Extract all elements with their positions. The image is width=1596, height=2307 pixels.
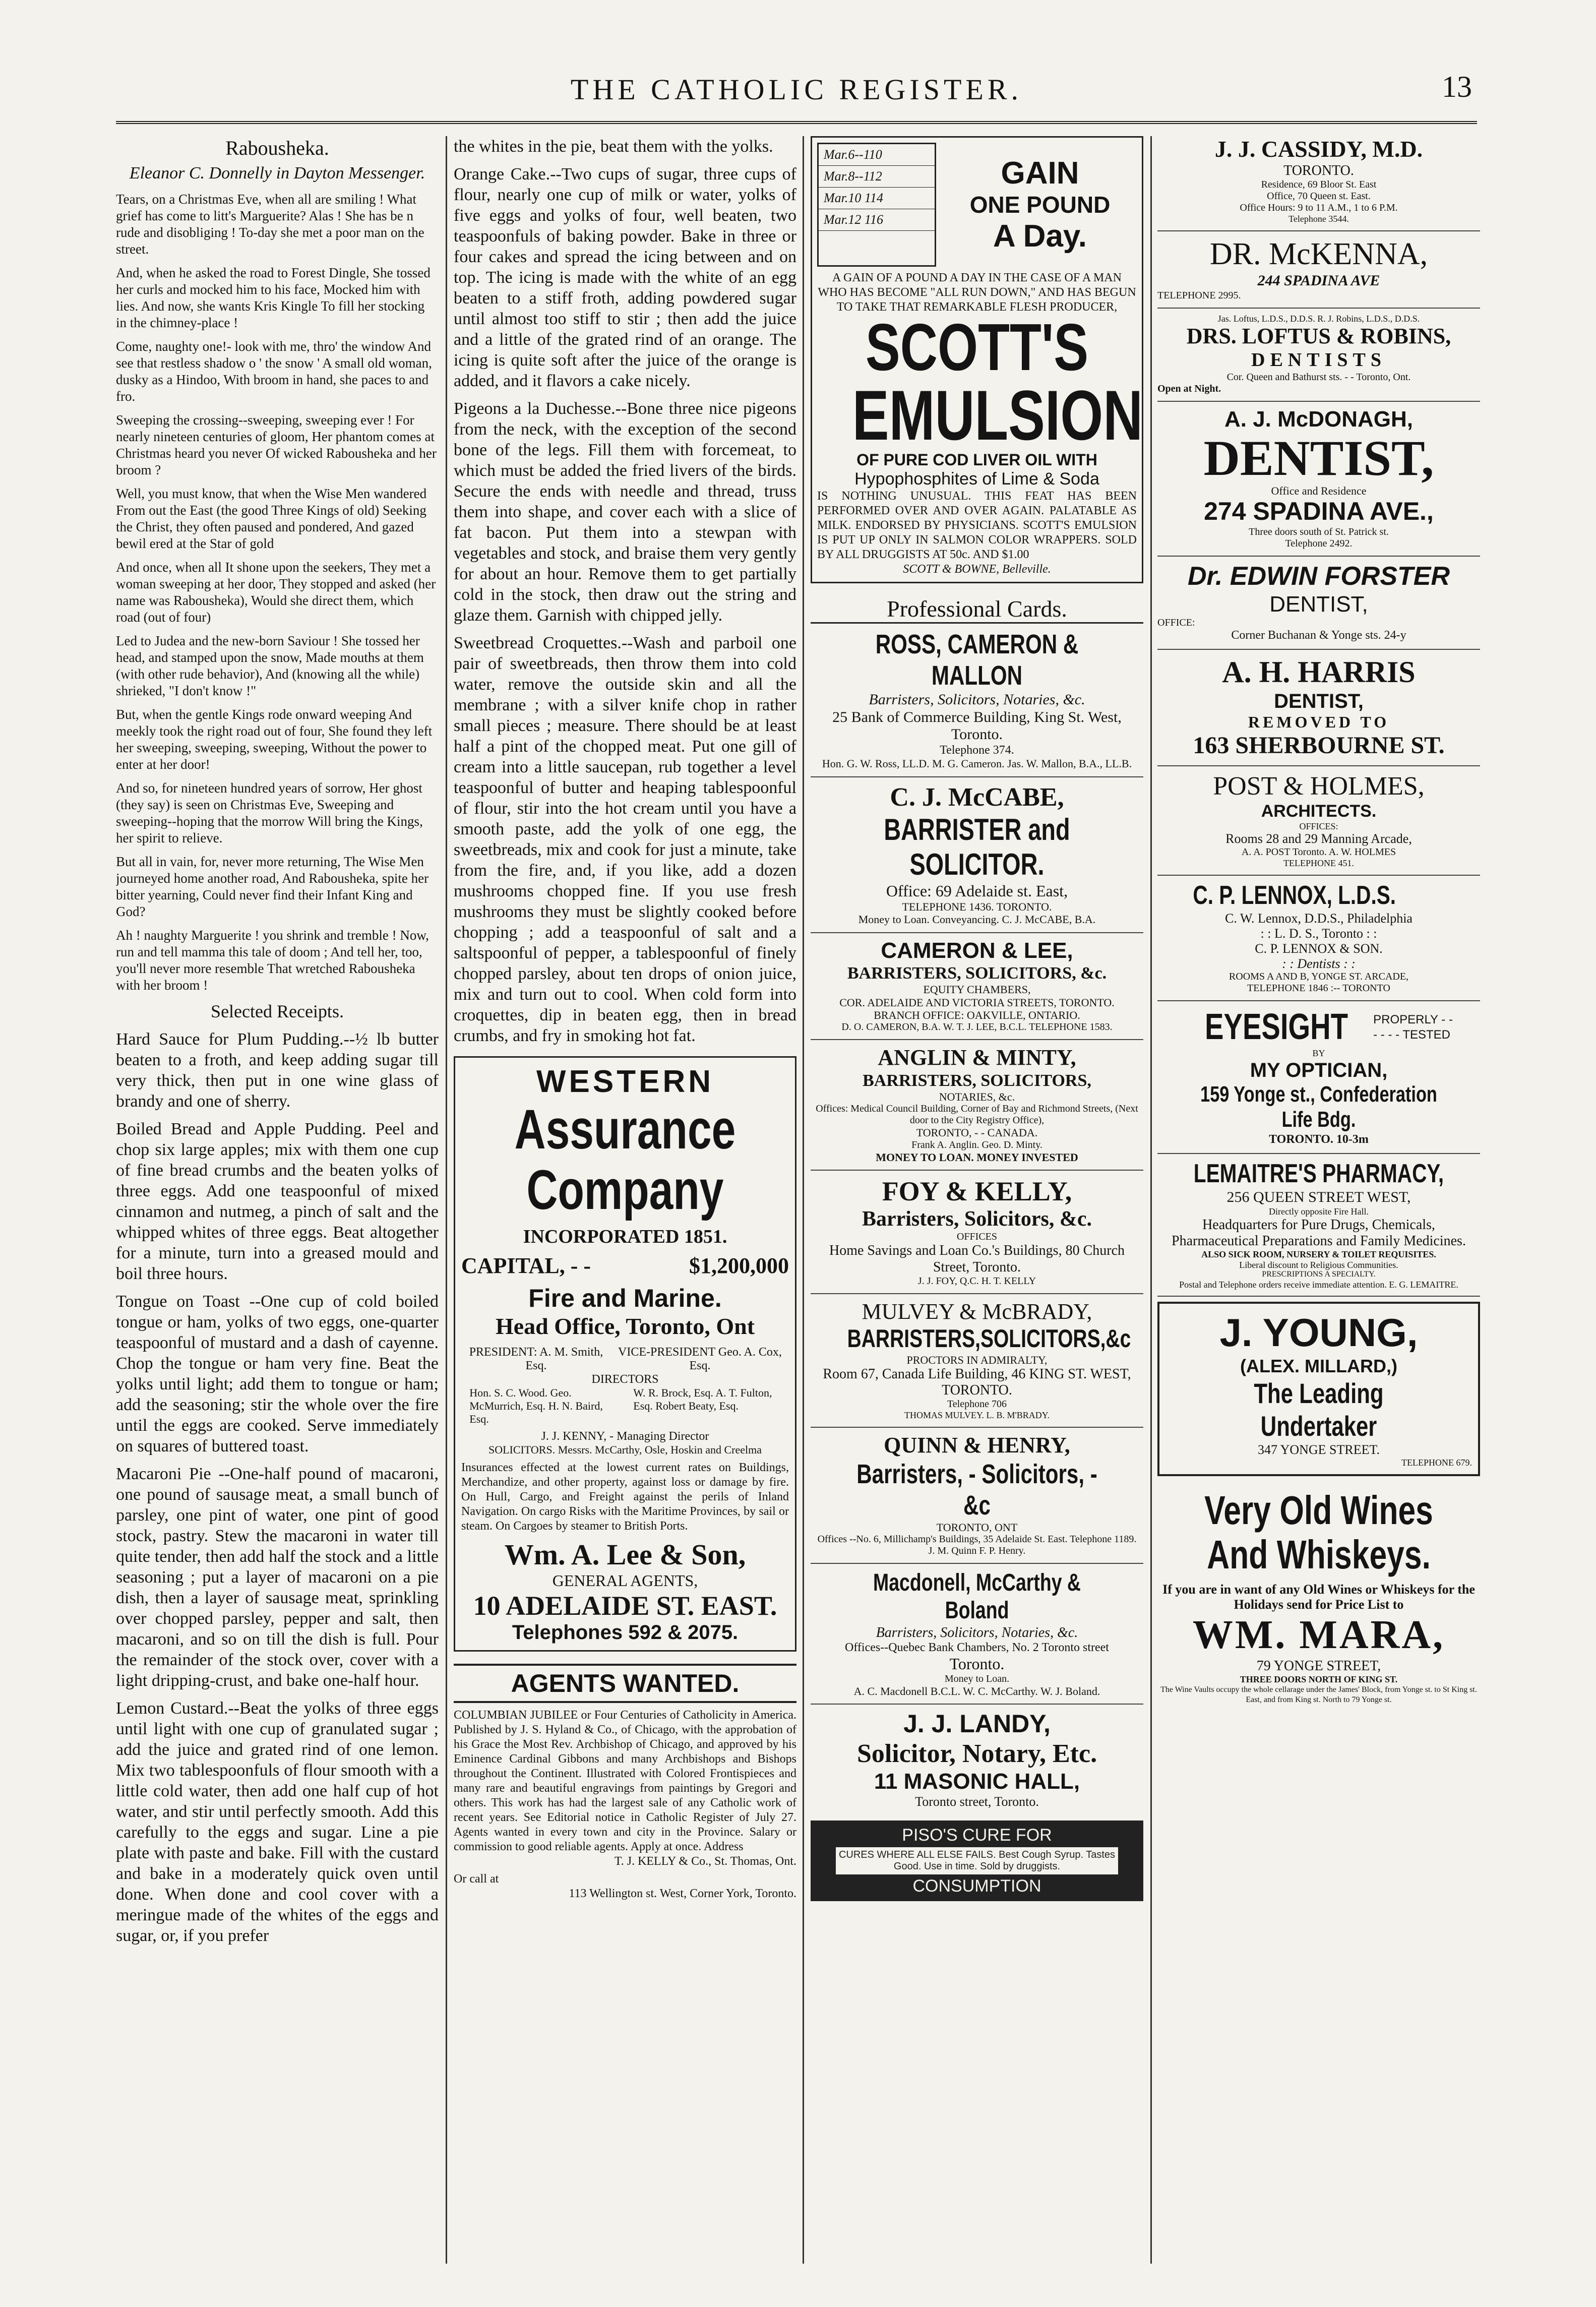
card-lemaitre xyxy=(1157,1159,1480,1297)
card-tel: D. O. CAMERON, B.A. W. T. J. LEE, B.C.L. TELEPHONE 1583. xyxy=(841,1021,1113,1033)
ad-address: 10 ADELAIDE ST. EAST. xyxy=(473,1591,777,1621)
card-tel: TELEPHONE 451. xyxy=(1283,858,1354,869)
agents-sign: T. J. KELLY & Co., St. Thomas, Ont. xyxy=(614,1855,796,1868)
western-assurance-ad xyxy=(454,1056,796,1652)
poem-stanza: And once, when all It shone upon the seekers, They met a woman sweeping at her door, They stopped and asked (her name was Rabousheka), Would she direct them, which road (out of four) xyxy=(116,560,436,625)
card-line: ROOMS A AND B, YONGE ST. ARCADE, xyxy=(1229,971,1409,983)
poem-stanza: Ah ! naughty Marguerite ! you shrink and tremble ! Now, run and tell mamma this tale of doom ; And tell her, too, you'll never more resemble That wretched Rabousheka with her broom ! xyxy=(116,928,429,993)
professional-cards-header: Professional Cards. xyxy=(811,595,1143,624)
card-desc: BARRISTERS,SOLICITORS,&c xyxy=(847,1324,1131,1353)
eyesight-row xyxy=(1157,1006,1480,1048)
gain-word: GAIN xyxy=(1001,156,1079,191)
receipt-paragraph: the whites in the pie, beat them with the yolks. xyxy=(454,137,773,156)
card-desc: BARRISTERS, SOLICITORS, xyxy=(863,1071,1091,1090)
receipt-paragraph: Pigeons a la Duchesse.--Bone three nice pigeons from the neck, with the exception of the second bone of the legs. Fill them with forcemeat, to which must be added the fried livers of the birds. Secure the ends with needle and thread, truss them into shape, and cover each with a slice of fat bacon. Put them into a stewpan with vegetables and stock, and braise them very gently for about an hour. Remove them to get partially cold in the stock, then draw out the string and glaze them. Garnish with chipped jelly. xyxy=(454,399,796,625)
scale-row: Mar.6--110 xyxy=(819,144,935,166)
card-cameron xyxy=(811,938,1143,1041)
wines-line1: Very Old Wines xyxy=(1204,1488,1433,1533)
card-post xyxy=(1157,771,1480,876)
card-name: MULVEY & McBRADY, xyxy=(862,1299,1092,1324)
ad-agents-label: GENERAL AGENTS, xyxy=(552,1571,698,1590)
card-architects: ARCHITECTS. xyxy=(1261,801,1377,821)
card-address: Home Savings and Loan Co.'s Buildings, 80 Church Street, Toronto. xyxy=(829,1243,1125,1275)
ad-officers xyxy=(461,1346,789,1373)
weight-scale-graphic xyxy=(817,143,936,267)
card-tel: Telephone 3544. xyxy=(1288,214,1349,224)
card-alex: (ALEX. MILLARD,) xyxy=(1240,1356,1397,1377)
card-liberal: Liberal discount to Religious Communities. xyxy=(1239,1259,1398,1270)
card-name: QUINN & HENRY, xyxy=(884,1433,1070,1458)
column-2 xyxy=(454,136,796,2274)
card-money: Money to Loan. Conveyancing. C. J. McCABE, B.A. xyxy=(858,913,1096,926)
column-1 xyxy=(116,136,439,2274)
column-3 xyxy=(811,136,1143,2274)
card-desc: Barristers, - Solicitors, - &c xyxy=(856,1459,1097,1521)
card-office-label: OFFICE: xyxy=(1157,617,1195,629)
card-name: Dr. EDWIN FORSTER xyxy=(1187,561,1450,591)
card-dentist: DENTIST, xyxy=(1269,591,1368,617)
card-office: Office: 69 Adelaide st. East, xyxy=(886,882,1068,900)
card-chambers: EQUITY CHAMBERS, xyxy=(923,983,1031,996)
poem-stanza: Tears, on a Christmas Eve, when all are smiling ! What grief has come to litt's Marguerite? Alas ! She has be n rude and disobliging ! To-day she met a poor man on the street. xyxy=(116,192,424,257)
card-eyesight xyxy=(1157,1006,1480,1154)
card-location: A. A. POST Toronto. A. W. HOLMES xyxy=(1241,846,1396,858)
ad-capital xyxy=(461,1253,789,1279)
card-names: Hon. G. W. Ross, LL.D. M. G. Cameron. Jas. W. Mallon, B.A., LL.B. xyxy=(822,757,1132,770)
card-anglin xyxy=(811,1045,1143,1171)
card-postal: Postal and Telephone orders receive immediate attention. E. G. LEMAITRE. xyxy=(1179,1279,1458,1290)
card-name: CAMERON & LEE, xyxy=(881,938,1073,963)
scale-row: Mar.10 114 xyxy=(819,188,935,209)
agents-body: COLUMBIAN JUBILEE or Four Centuries of Catholicity in America. Published by J. S. Hyland & Co., of Chicago, with the approbation of his Grace the Most Rev. Archbishop of Chicago, and approved by his Eminence Cardinal Gibbons and many Archbishops and Bishops throughout the Continent. Illustrated with Colored Frontispieces and many rare and beautiful engravings from paintings by Gregori and others. This work has had the largest sale of any Catholic work of recent years. See Editorial notice in Catholic Register of July 27. Agents wanted in every town and city in the Province. Salary or commission to good reliable agents. Apply at once. Address xyxy=(454,1709,796,1853)
piso-bottom: CONSUMPTION xyxy=(912,1876,1041,1896)
card-also: ALSO SICK ROOM, NURSERY & TOILET REQUISITES. xyxy=(1201,1249,1436,1260)
card-line: : : L. D. S., Toronto : : xyxy=(1260,926,1377,941)
wines-address: 79 YONGE STREET, xyxy=(1256,1658,1381,1674)
card-name: A. J. McDONAGH, xyxy=(1224,406,1414,432)
poem-stanza: And, when he asked the road to Forest Dingle, She tossed her curls and mocked him to his face, Mocked him with lies. And now, she wants Kris Kingle To fill her stocking in the chimney-place ! xyxy=(116,265,431,330)
card-dentist: DENTIST, xyxy=(1274,690,1364,712)
card-address: 163 SHERBOURNE ST. xyxy=(1193,732,1445,759)
gain-text: A GAIN OF A POUND A DAY IN THE CASE OF A MAN WHO HAS BECOME "ALL RUN DOWN," AND HAS BEGUN TO TAKE THAT REMARKABLE FLESH PRODUCER, xyxy=(818,271,1136,314)
receipt-paragraph: Hard Sauce for Plum Pudding.--½ lb butter beaten to a froth, and keep adding sugar till very thick, then put in one wine glass of brandy and one of sherry. xyxy=(116,1030,439,1111)
card-location: TORONTO, ONT xyxy=(936,1521,1018,1534)
masthead xyxy=(116,66,1477,121)
card-city: TORONTO. xyxy=(1283,162,1354,178)
card-tel: Telephone 706 xyxy=(947,1399,1007,1410)
emulsion-text: IS NOTHING UNUSUAL. THIS FEAT HAS BEEN PERFORMED OVER AND OVER AGAIN. PALATABLE AS MILK. ENDORSED BY PHYSICIANS. SCOTT'S EMULSION IS PUT UP ONLY IN SALMON COLOR WRAPPERS. SOLD BY ALL DRUGGISTS AT 50c. AND $1.00 xyxy=(817,490,1137,561)
eyesight-tested xyxy=(1373,1012,1453,1043)
card-name: J. J. LANDY, xyxy=(903,1710,1051,1738)
ad-directors-right: W. R. Brock, Esq. A. T. Fulton, Esq. Robert Beaty, Esq. xyxy=(633,1386,772,1412)
card-forster xyxy=(1157,562,1480,650)
card-note: Three doors south of St. Patrick st. xyxy=(1249,526,1389,537)
section-title: Selected Receipts. xyxy=(211,1001,344,1021)
eyesight-word: EYESIGHT xyxy=(1205,1007,1348,1048)
agents-or: Or call at xyxy=(454,1872,499,1886)
emulsion-sub2: Hypophosphites of Lime & Soda xyxy=(854,469,1099,489)
card-city: Toronto. xyxy=(949,1655,1005,1673)
card-residence: Residence, 69 Bloor St. East xyxy=(1261,179,1377,191)
receipt-paragraph: Boiled Bread and Apple Pudding. Peel and chop six large apples; mix with them one cup of fine bread crumbs and the beaten yolks of three eggs. Add one teaspoonful of mixed cinnamon and nutmeg, a pinch of salt and the whipped whites of three eggs. Beat altogether for a minute, turn into a greased mould and boil three hours. xyxy=(116,1120,439,1283)
receipt-paragraph: Orange Cake.--Two cups of sugar, three cups of flour, nearly one cup of milk or water, yolks of five eggs and yolks of four, well beaten, two teaspoonfuls of baking powder. Bake in three or four cakes and spread the icing between and on top. The icing is made with the white of an egg beaten to a stiff froth, adding powdered sugar until almost too stiff to stir ; then add the juice and a little of the grated rind of an orange. The icing is quite soft after the juice of the orange is added, and it flavors a cake nicely. xyxy=(454,165,796,390)
card-line: C. W. Lennox, D.D.S., Philadelphia xyxy=(1225,910,1413,926)
card-address: Cor. Queen and Bathurst sts. - - Toronto, Ont. xyxy=(1226,371,1411,383)
card-leading: The Leading Undertaker xyxy=(1254,1377,1384,1442)
card-money: Money to Loan. xyxy=(944,1673,1010,1685)
card-address: Toronto street, Toronto. xyxy=(915,1794,1039,1809)
ad-capital-label: CAPITAL, - - xyxy=(461,1253,591,1278)
card-name: Macdonell, McCarthy & Boland xyxy=(873,1569,1081,1624)
card-dentists: DENTISTS xyxy=(1251,349,1386,371)
card-address: 244 SPADINA AVE xyxy=(1257,272,1380,289)
card-name: LEMAITRE'S PHARMACY, xyxy=(1193,1159,1444,1188)
poem-title: Rabousheka. xyxy=(225,137,329,159)
agents-call: 113 Wellington st. West, Corner York, Toronto. xyxy=(569,1887,796,1900)
ad-western: WESTERN xyxy=(536,1064,714,1099)
poem-stanza: But all in vain, for, never more returning, The Wise Men journeyed home another road, And Rabousheka, spite her bitter yearning, Could never find their Infant King and God? xyxy=(116,854,429,919)
piso-title: PISO'S CURE FOR xyxy=(902,1826,1052,1845)
card-macdonell xyxy=(811,1569,1143,1705)
ad-capital-value: $1,200,000 xyxy=(689,1253,789,1278)
ad-company: Assurance Company xyxy=(514,1099,736,1221)
card-line: TELEPHONE 1846 :-- TORONTO xyxy=(1247,983,1390,994)
card-line: : : Dentists : : xyxy=(1282,956,1356,971)
ad-lines: Fire and Marine. xyxy=(528,1284,722,1312)
card-names: A. C. Macdonell B.C.L. W. C. McCarthy. W. J. Boland. xyxy=(853,1685,1100,1698)
card-desc: Barristers, Solicitors, Notaries, &c. xyxy=(869,691,1085,708)
wines-name: WM. MARA, xyxy=(1192,1613,1445,1658)
card-landy xyxy=(811,1710,1143,1815)
ad-agent: Wm. A. Lee & Son, xyxy=(504,1538,746,1571)
ad-directors-left: Hon. S. C. Wood. Geo. McMurrich, Esq. H. N. Baird, Esq. xyxy=(469,1386,603,1425)
card-names: J. J. FOY, Q.C. H. T. KELLY xyxy=(917,1275,1036,1287)
eyesight-by: BY xyxy=(1312,1048,1325,1059)
card-name: A. H. HARRIS xyxy=(1222,655,1416,689)
card-title: BARRISTER and SOLICITOR. xyxy=(884,813,1070,882)
column-rule xyxy=(1150,136,1152,2264)
receipt-paragraph: Tongue on Toast --One cup of cold boiled tongue or ham, yolks of two eggs, one-quarter teaspoonful of mustard and a dash of cayenne. Chop the tongue or ham very fine. Beat the yolks until light; add them to tongue or ham; add the seasoning; stir the whole over the fire until the eggs are cooked. Serve immediately on squares of buttered toast. xyxy=(116,1292,439,1455)
receipt-paragraph: Lemon Custard.--Beat the yolks of three eggs until light with one cup of granulated sugar ; add the juice and grated rind of one lemon. Mix two tablespoonfuls of flour smooth with a little cold water, then add one half cup of hot water, and stir until perfectly smooth. Add this carefully to the eggs and sugar. Line a pie plate with paste and bake. Fill with the custard and bake in a moderately quick oven until done. When done and cool cover with a meringue made of the whites of the eggs and sugar, or, if you prefer xyxy=(116,1699,439,1945)
card-tel: TELEPHONE 679. xyxy=(1401,1458,1472,1468)
card-money: MONEY TO LOAN. MONEY INVESTED xyxy=(876,1150,1078,1164)
poem-stanza: Led to Judea and the new-born Saviour ! She tossed her head, and stamped upon the snow, Made mouths at them (with other rude behavior), And (knowing all the while) shrieked, "I don't know !" xyxy=(116,633,424,698)
poem-stanza: Sweeping the crossing--sweeping, sweeping ever ! For nearly nineteen centuries of gloom, Her phantom comes at Christmas heard you never Of wicked Rabousheka and her broom ? xyxy=(116,412,437,477)
card-removed: REMOVED TO xyxy=(1248,712,1390,731)
card-name: FOY & KELLY, xyxy=(882,1176,1072,1206)
wines-body: If you are in want of any Old Wines or Whiskeys for the Holidays send for Price List to xyxy=(1162,1582,1475,1612)
card-office: Office, 70 Queen st. East. xyxy=(1267,191,1371,202)
card-hours: Office Hours: 9 to 11 A.M., 1 to 6 P.M. xyxy=(1240,202,1398,214)
card-offices-label: OFFICES: xyxy=(1299,821,1338,831)
card-desc: Barristers, Solicitors, &c. xyxy=(862,1207,1092,1231)
card-names: THOMAS MULVEY. L. B. M'BRADY. xyxy=(904,1410,1050,1421)
eyesight-properly: PROPERLY - - xyxy=(1373,1012,1453,1026)
card-night: Open at Night. xyxy=(1157,383,1221,394)
emulsion-sub1: OF PURE COD LIVER OIL WITH xyxy=(856,451,1097,469)
ad-manager: J. J. KENNY, - Managing Director xyxy=(541,1430,709,1443)
emulsion-maker: SCOTT & BOWNE, Belleville. xyxy=(903,563,1051,576)
card-branch: BRANCH OFFICE: OAKVILLE, ONTARIO. xyxy=(874,1009,1080,1022)
eyesight-tested-label: - - - - TESTED xyxy=(1373,1027,1451,1042)
card-desc: BARRISTERS, SOLICITORS, &c. xyxy=(847,964,1107,983)
ad-telephones: Telephones 592 & 2075. xyxy=(512,1621,739,1644)
gain-a-day: A Day. xyxy=(993,219,1087,254)
card-office: Office and Residence xyxy=(1271,484,1367,498)
card-quinn xyxy=(811,1433,1143,1564)
piso-cure-ad xyxy=(811,1820,1143,1901)
card-corner: COR. ADELAIDE AND VICTORIA STREETS, TORONTO. xyxy=(839,996,1115,1009)
eyesight-city: TORONTO. 10-3m xyxy=(1269,1133,1369,1146)
emulsion-word: EMULSION xyxy=(852,376,1143,455)
card-name: J. J. CASSIDY, M.D. xyxy=(1214,136,1423,162)
ad-directors-label: DIRECTORS xyxy=(591,1373,659,1386)
card-offices-label: OFFICES xyxy=(956,1231,998,1243)
card-name: DRS. LOFTUS & ROBINS, xyxy=(1186,324,1451,349)
poem-stanza: Well, you must know, that when the Wise Men wandered From out the East (the good Three Kings of old) Seeking the Christ, they often paused and pondered, And gazed bewil ered at the Star of gold xyxy=(116,486,427,551)
wines-vaults: The Wine Vaults occupy the whole cellarage under the James' Block, from Yonge st. to St King st. East, and from King st. North to 79 Yonge st. xyxy=(1160,1685,1477,1705)
card-name: C. P. LENNOX, L.D.S. xyxy=(1193,881,1396,910)
gain-header xyxy=(817,143,1137,267)
newspaper-title: THE CATHOLIC REGISTER. xyxy=(570,73,1023,106)
card-offices: Offices --No. 6, Millichamp's Buildings, 35 Adelaide St. East. Telephone 1189. xyxy=(817,1534,1137,1545)
card-young xyxy=(1157,1302,1480,1476)
ad-vice: VICE-PRESIDENT Geo. A. Cox, Esq. xyxy=(618,1346,782,1372)
card-names: Frank A. Anglin. Geo. D. Minty. xyxy=(911,1139,1042,1150)
card-loftus xyxy=(1157,314,1480,402)
card-offices: Offices--Quebec Bank Chambers, No. 2 Toronto street xyxy=(845,1641,1109,1654)
card-address: 274 SPADINA AVE., xyxy=(1204,497,1434,526)
eyesight-optician: MY OPTICIAN, xyxy=(1250,1059,1388,1081)
card-address: 347 YONGE STREET. xyxy=(1258,1442,1380,1458)
ad-incorporated: INCORPORATED 1851. xyxy=(523,1226,727,1247)
card-hall: 11 MASONIC HALL, xyxy=(874,1769,1080,1794)
wines-line2: And Whiskeys. xyxy=(1207,1532,1431,1577)
card-ross xyxy=(811,629,1143,777)
wines-three: THREE DOORS NORTH OF KING ST. xyxy=(1240,1674,1398,1685)
gain-one-pound: ONE POUND xyxy=(969,192,1111,218)
card-prescriptions: PRESCRIPTIONS A SPECIALTY. xyxy=(1262,1270,1376,1279)
card-offices: Offices: Medical Council Building, Corner of Bay and Richmond Streets, (Next door to the City Registry Office), xyxy=(816,1103,1138,1126)
card-mccabe xyxy=(811,782,1143,933)
receipt-paragraph: Macaroni Pie --One-half pound of macaroni, one pound of sausage meat, a small bunch of parsley, one pint of water, one pint of good stock, pastry. Stew the macaroni in water till quite tender, then add half the stock and a little seasoning ; put a layer of macaroni on a pie dish, then a layer of sausage meat, sprinkling over chopped parsley, pepper and salt, then macaroni, and so on till the dish is full. Pour the remainder of the stock over, cover with a light dripping-crust, and bake one-half hour. xyxy=(116,1465,439,1690)
gain-headline xyxy=(943,155,1137,254)
column-rule xyxy=(803,136,804,2264)
card-address: 256 QUEEN STREET WEST, xyxy=(1226,1189,1411,1206)
card-name: DR. McKENNA, xyxy=(1209,236,1428,271)
card-rooms: Rooms 28 and 29 Manning Arcade, xyxy=(1225,831,1412,846)
poem-author: Eleanor C. Donnelly in Dayton Messenger. xyxy=(129,164,425,183)
card-location: TORONTO, - - CANADA. xyxy=(916,1126,1038,1139)
column-rule xyxy=(446,136,447,2264)
agents-wanted-ad xyxy=(454,1664,796,1901)
card-name: J. YOUNG, xyxy=(1219,1310,1418,1355)
scotts-word: SCOTT'S xyxy=(865,310,1089,384)
card-tel: TELEPHONE 2995. xyxy=(1157,289,1241,301)
card-tel: Telephone 374. xyxy=(940,743,1014,757)
card-headquarters: Headquarters for Pure Drugs, Chemicals, Pharmaceutical Preparations and Family Medicines. xyxy=(1172,1217,1466,1249)
card-top: Jas. Loftus, L.D.S., D.D.S. R. J. Robins, L.D.S., D.D.S. xyxy=(1217,313,1420,324)
poem-stanza: Come, naughty one!- look with me, thro' the window And see that restless shadow o ' the snow ' A small old woman, dusky as a Hindoo, With broom in hand, she paces to and fro. xyxy=(116,339,432,404)
card-name: POST & HOLMES, xyxy=(1213,771,1425,801)
card-desc: Solicitor, Notary, Etc. xyxy=(856,1739,1097,1768)
card-name: C. J. McCABE, xyxy=(890,782,1064,812)
card-tel: Telephone 2492. xyxy=(1285,537,1353,549)
receipt-paragraph: Sweetbread Croquettes.--Wash and parboil one pair of sweetbreads, then throw them into cold water, remove the outside skin and all the membrane ; with a silver knife chop in rather small pieces ; measure. There should be at least half a pint of the chopped meat. Put one gill of cream into a little saucepan, rub together a level teaspoonful of butter and heaping tablespoonful of flour, stir into the hot cream until you have a smooth paste, add the yolk of one egg, the sweetbreads, mix and cook for just a minute, take from the fire, and, if you like, add a dozen mushrooms chopped fine. If you use fresh mushrooms they must be slightly cooked before chopping ; add a teaspoonful of salt and a saltspoonful of pepper, a tablespoonful of finely chopped parsley, about ten drops of onion juice, mix and turn out to cool. When cold form into croquettes, dip in beaten egg, then in bread crumbs, and fry in smoking hot fat. xyxy=(454,634,796,1045)
eyesight-address: 159 Yonge st., Confederation Life Bdg. xyxy=(1200,1081,1437,1132)
card-mckenna xyxy=(1157,236,1480,309)
card-tel: TELEPHONE 1436. TORONTO. xyxy=(902,900,1052,914)
card-line: C. P. LENNOX & SON. xyxy=(1255,941,1383,956)
agents-title: AGENTS WANTED. xyxy=(454,1664,796,1703)
card-name: ROSS, CAMERON & MALLON xyxy=(875,629,1079,691)
card-cassidy xyxy=(1157,136,1480,231)
card-notaries: NOTARIES, &c. xyxy=(939,1090,1015,1104)
card-dentist: DENTIST, xyxy=(1203,430,1434,487)
card-desc: Barristers, Solicitors, Notaries, &c. xyxy=(876,1624,1078,1641)
card-name: ANGLIN & MINTY, xyxy=(878,1045,1076,1070)
card-lennox xyxy=(1157,881,1480,1001)
card-room: Room 67, Canada Life Building, 46 KING ST. WEST, TORONTO. xyxy=(823,1366,1131,1399)
card-proctors: PROCTORS IN ADMIRALTY, xyxy=(906,1353,1048,1366)
ad-directors xyxy=(461,1386,789,1426)
ad-insurance: Insurances effected at the lowest current rates on Buildings, Merchandize, and other property, against loss or damage by fire. On Hull, Cargo, and Freight against the perils of Inland Navigation. On cargo Risks with the Maritime Provinces, by sail or steam. On Cargoes by steamer to British Ports. xyxy=(461,1461,789,1533)
ad-head-office: Head Office, Toronto, Ont xyxy=(495,1313,755,1339)
ad-president: PRESIDENT: A. M. Smith, Esq. xyxy=(469,1346,603,1372)
piso-sub: CURES WHERE ALL ELSE FAILS. Best Cough Syrup. Tastes Good. Use in time. Sold by druggists. xyxy=(836,1847,1118,1874)
card-names: J. M. Quinn F. P. Henry. xyxy=(928,1545,1026,1557)
card-mulvey xyxy=(811,1299,1143,1428)
scale-row: Mar.8--112 xyxy=(819,166,935,188)
card-foy xyxy=(811,1176,1143,1294)
poem-stanza: But, when the gentle Kings rode onward weeping And meekly took the right road out of four, She found they left her sweeping, sweeping, sweeping, Without the power to enter at her door! xyxy=(116,707,433,772)
card-mcdonagh xyxy=(1157,407,1480,557)
card-corner: Corner Buchanan & Yonge sts. 24-y xyxy=(1231,629,1406,642)
scotts-emulsion-ad xyxy=(811,136,1143,583)
card-opposite: Directly opposite Fire Hall. xyxy=(1269,1206,1369,1217)
card-harris xyxy=(1157,655,1480,766)
column-4 xyxy=(1157,136,1480,2274)
wines-ad xyxy=(1157,1488,1480,1705)
ad-solicitors: SOLICITORS. Messrs. McCarthy, Osle, Hoskin and Creelma xyxy=(488,1443,762,1456)
masthead-rule xyxy=(116,121,1477,124)
card-address: 25 Bank of Commerce Building, King St. West, Toronto. xyxy=(832,708,1122,743)
poem-stanza: And so, for nineteen hundred years of sorrow, Her ghost (they say) is seen on Christmas Eve, Sweeping and sweeping--hoping that the morrow Will bring the Kings, her spirit to relieve. xyxy=(116,780,423,845)
scale-row: Mar.12 116 xyxy=(819,209,935,231)
page-number: 13 xyxy=(1442,70,1472,103)
